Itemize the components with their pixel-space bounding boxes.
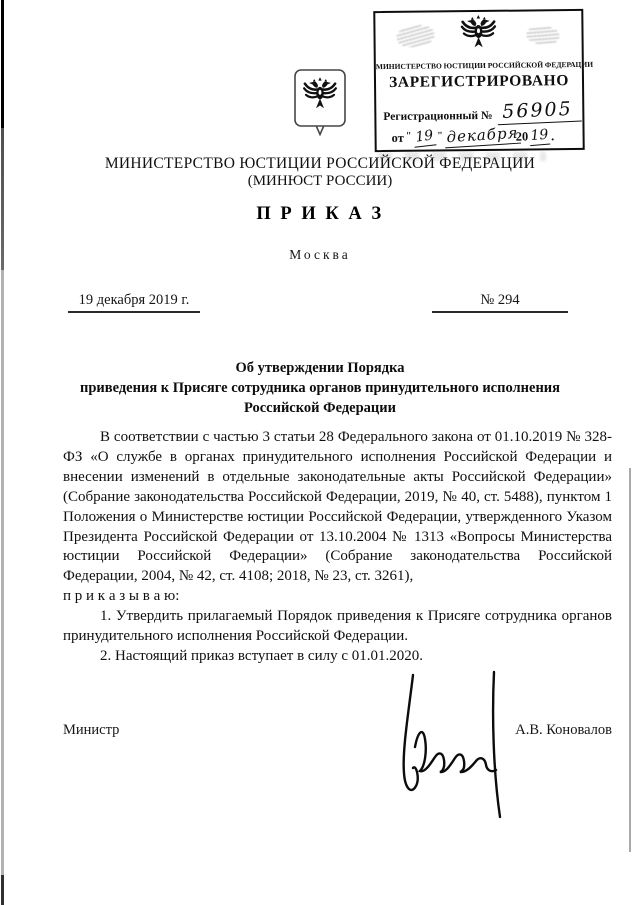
issue-city: Москва (289, 247, 351, 262)
ink-smudge-left (395, 23, 435, 49)
ministry-name: МИНИСТЕРСТВО ЮСТИЦИИ РОССИЙСКОЙ ФЕДЕРАЦИИ (104, 155, 536, 172)
stamp-date-row (391, 123, 555, 147)
close-quote: " (437, 130, 443, 142)
subject-line-3: Российской Федерации (243, 400, 396, 416)
signer-position: Министр (63, 722, 120, 738)
double-headed-eagle-icon (459, 15, 497, 51)
document-number: № 294 (432, 292, 568, 313)
reg-number-value-handwritten: 56905 (497, 99, 582, 125)
order-item-2: 2. Настоящий приказ вступает в силу с 01.01.2020. (100, 647, 423, 664)
stamp-date-year-printed: 20 (515, 129, 529, 144)
scan-edge-artifact-right (629, 468, 631, 852)
subject-line-2: приведения к Присяге сотрудника органов принудительного исполнения (79, 380, 560, 396)
registration-stamp (373, 9, 594, 152)
stamp-ministry-line: МИНИСТЕРСТВО ЮСТИЦИИ РОССИЙСКОЙ ФЕДЕРАЦИИ (375, 59, 594, 72)
order-body (63, 428, 612, 667)
stamp-registration-number-row (383, 97, 582, 125)
stamp-date-month-handwritten: декабря (444, 126, 521, 149)
preamble-paragraph: В соответствии с частью 3 статьи 28 Федерального закона от 01.10.2019 № 328-ФЗ «О службе в органах принудительного исполнения Российской Федерации и внесении изменений в отдельные законодательные акты Российской Федерации» (Собрание законодательства Российской Федерации, 2019, № 40, ст. 5488), пунктом 1 Положения о Министерстве юстиции Российской Федерации, утвержденного Указом Президента Российской Федерации от 13.10.2004 № 1313 «Вопросы Министерства юстиции Российской Федерации» (Собрание законодательства Российской Федерации, 2004, № 42, ст. 4108; 2018, № 23, ст. 3261), (63, 429, 612, 585)
scan-edge-artifact-left (1, 0, 4, 905)
stamp-date-year-handwritten: 19 (529, 128, 550, 147)
subject-line-1: Об утверждении Порядка (235, 360, 405, 376)
handwritten-signature-icon (385, 669, 525, 829)
order-item-1: 1. Утвердить прилагаемый Порядок приведения к Присяге сотрудника органов принудительного исполнения Российской Федерации. (63, 608, 612, 645)
stamp-date-day-handwritten: 19 (412, 128, 436, 147)
ministry-short-name: (МИНЮСТ РОССИИ) (247, 173, 393, 189)
document-type-title: П Р И К А З (256, 204, 384, 224)
stamp-date-period: . (551, 129, 555, 144)
signer-name: А.В. Коновалов (515, 722, 612, 738)
reg-number-label: Регистрационный № (383, 109, 493, 124)
order-subject (20, 358, 620, 418)
russian-coat-of-arms-icon (291, 68, 349, 136)
stamp-registered-label: ЗАРЕГИСТРИРОВАНО (388, 72, 570, 91)
document-date: 19 декабря 2019 г. (68, 292, 200, 313)
order-word: п р и к а з ы в а ю: (63, 588, 180, 605)
ink-smudge-right (526, 25, 560, 45)
open-quote: " (405, 130, 412, 142)
stamp-date-prefix: от (391, 130, 404, 145)
